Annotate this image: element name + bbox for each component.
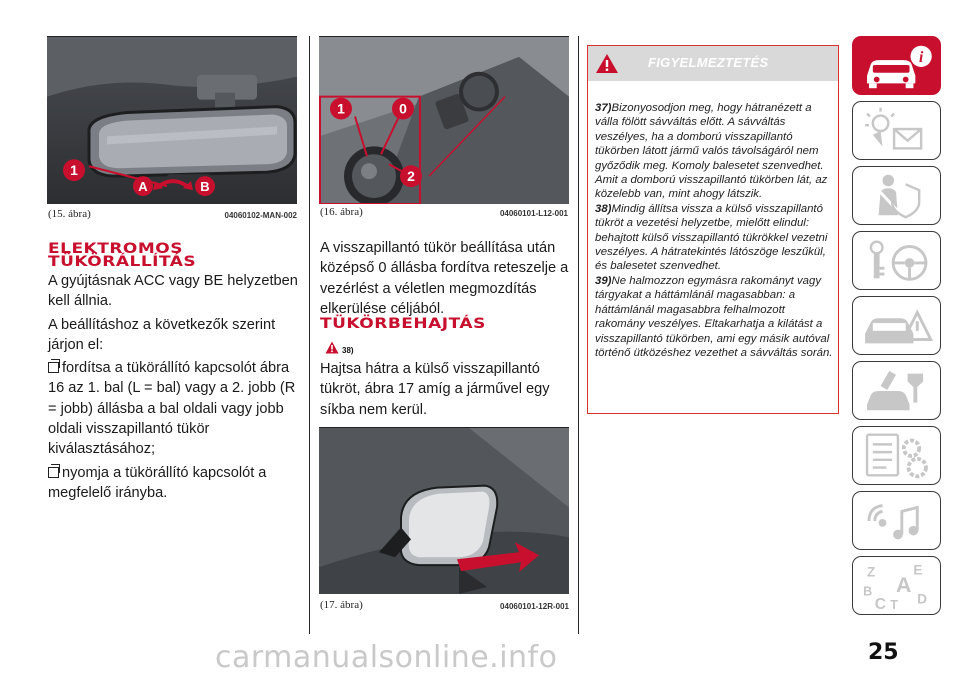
alphabetical-index-icon bbox=[853, 557, 940, 614]
seatbelt-safety-icon bbox=[853, 167, 940, 224]
warning-item-37: 37)Bizonyosodjon meg, hogy hátranézett a válla fölött sávváltás előtt. A sávváltás veszélyes, ha a domború visszapillantó tükörben látott jármű valós távolságáról nem győződik meg. Komoly balesetet szenvedhet. Amit a domború visszapillantó tükörben lát, az közelebb van, mint ahogy látszik. bbox=[595, 102, 828, 201]
figure-16-label-2: 2 bbox=[407, 168, 415, 185]
car-breakdown-icon bbox=[853, 297, 940, 354]
warning-item-38: 38)Mindig állítsa vissza a külső visszapillantó tükröt a vezetési helyzetbe, mielőtt elindul: behajtott külső visszapillantó tükrökkel vezetni veszélyes. A hátratekintés látószöge leszűkül, és balesetet szenvedhet. bbox=[595, 202, 828, 273]
figure-15-label-b: B bbox=[200, 179, 210, 195]
tab-maintenance[interactable] bbox=[852, 361, 941, 420]
specs-gears-icon bbox=[853, 427, 940, 484]
figure-15-label-a: A bbox=[138, 179, 148, 195]
figure-15-image bbox=[47, 36, 297, 204]
tab-technical-data[interactable] bbox=[852, 426, 941, 485]
warning-header bbox=[588, 46, 838, 81]
dashboard-lights-icon bbox=[853, 102, 940, 159]
svg-text:C: C bbox=[874, 596, 886, 614]
column-divider-1 bbox=[309, 36, 310, 634]
warning-triangle-icon bbox=[595, 53, 619, 74]
figure-15-caption: (15. ábra) bbox=[48, 208, 91, 220]
warning-box bbox=[587, 45, 839, 414]
svg-text:A: A bbox=[896, 572, 912, 597]
section2-para2: Hajtsa hátra a külső visszapillantó tükröt, ábra 17 amíg a járművel egy síkba nem kerül. bbox=[320, 361, 550, 418]
tab-multimedia[interactable] bbox=[852, 491, 941, 550]
svg-text:Z: Z bbox=[867, 564, 876, 580]
warning-item-39: 39)Ne halmozzon egymásra rakományt vagy tárgyakat a háttámlánál magasabban: a háttámlánál magasabbra felhalmozott rakomány veszélyes. Eltakarhatja a kilátást a visszapillantó tükörben, ami egy másik autóval történő ütközéshez vezethet a sávváltás során. bbox=[595, 274, 833, 359]
figure-15-label-1: 1 bbox=[70, 162, 78, 179]
column-divider-2 bbox=[578, 36, 579, 634]
tab-safety[interactable] bbox=[852, 166, 941, 225]
svg-text:T: T bbox=[890, 598, 898, 613]
key-steering-icon bbox=[853, 232, 940, 289]
figure-16-label-1: 1 bbox=[337, 100, 345, 117]
svg-text:D: D bbox=[917, 591, 928, 607]
figure-16-label-0: 0 bbox=[399, 100, 407, 117]
multimedia-icon bbox=[853, 492, 940, 549]
tab-car-info[interactable] bbox=[852, 36, 941, 95]
svg-text:B: B bbox=[863, 584, 873, 599]
tab-emergency[interactable] bbox=[852, 296, 941, 355]
section1-step1: fordítsa a tükörállító kapcsolót ábra 16 az 1. bal (L = bal) vagy a 2. jobb (R = jobb) állásba a bal oldali vagy jobb oldali visszapillantó tükör kiválasztásához; bbox=[48, 360, 296, 458]
warning-title: FIGYELMEZTETÉS bbox=[648, 55, 769, 70]
warning-body bbox=[595, 101, 833, 360]
warning-reference-38: 38) bbox=[325, 340, 354, 355]
car-info-icon bbox=[853, 37, 940, 94]
section-heading-electric-mirror: ELEKTROMOS TÜKÖRÁLLÍTÁS bbox=[48, 240, 197, 271]
figure-16-caption: (16. ábra) bbox=[320, 206, 363, 218]
figure-17-code: 04060101-12R-001 bbox=[500, 602, 569, 611]
svg-text:E: E bbox=[913, 562, 923, 578]
section1-para2: A beállításhoz a következők szerint járjon el: bbox=[48, 316, 276, 353]
figure-17-caption: (17. ábra) bbox=[320, 599, 363, 611]
section-heading-mirror-folding: TÜKÖRBEHAJTÁS bbox=[320, 315, 486, 333]
section1-body bbox=[48, 271, 298, 506]
checkbox-icon bbox=[48, 362, 59, 373]
warning-triangle-icon bbox=[325, 341, 339, 354]
figure-17-image bbox=[319, 427, 569, 594]
figure-16-code: 04060101-L12-001 bbox=[499, 209, 568, 218]
checkbox-icon bbox=[48, 467, 59, 478]
section1-para1: A gyújtásnak ACC vagy BE helyzetben kell állnia. bbox=[48, 273, 298, 310]
section2-para1: A visszapillantó tükör beállítása után középső 0 állásba fordítva reteszelje a vezérlést a véletlen megmozdítás elkerülése céljából. bbox=[320, 240, 569, 317]
tab-starting-driving[interactable] bbox=[852, 231, 941, 290]
svg-text:i: i bbox=[918, 49, 924, 67]
figure-16-image bbox=[319, 36, 569, 204]
section1-step2: nyomja a tükörállító kapcsolót a megfelelő irányba. bbox=[48, 464, 267, 501]
figure-15-code: 04060102-MAN-002 bbox=[224, 211, 297, 220]
tab-index[interactable] bbox=[852, 556, 941, 615]
tab-dashboard-lights[interactable] bbox=[852, 101, 941, 160]
page-number: 25 bbox=[868, 640, 899, 665]
maintenance-icon bbox=[853, 362, 940, 419]
watermark: carmanualsonline.info bbox=[215, 640, 558, 675]
